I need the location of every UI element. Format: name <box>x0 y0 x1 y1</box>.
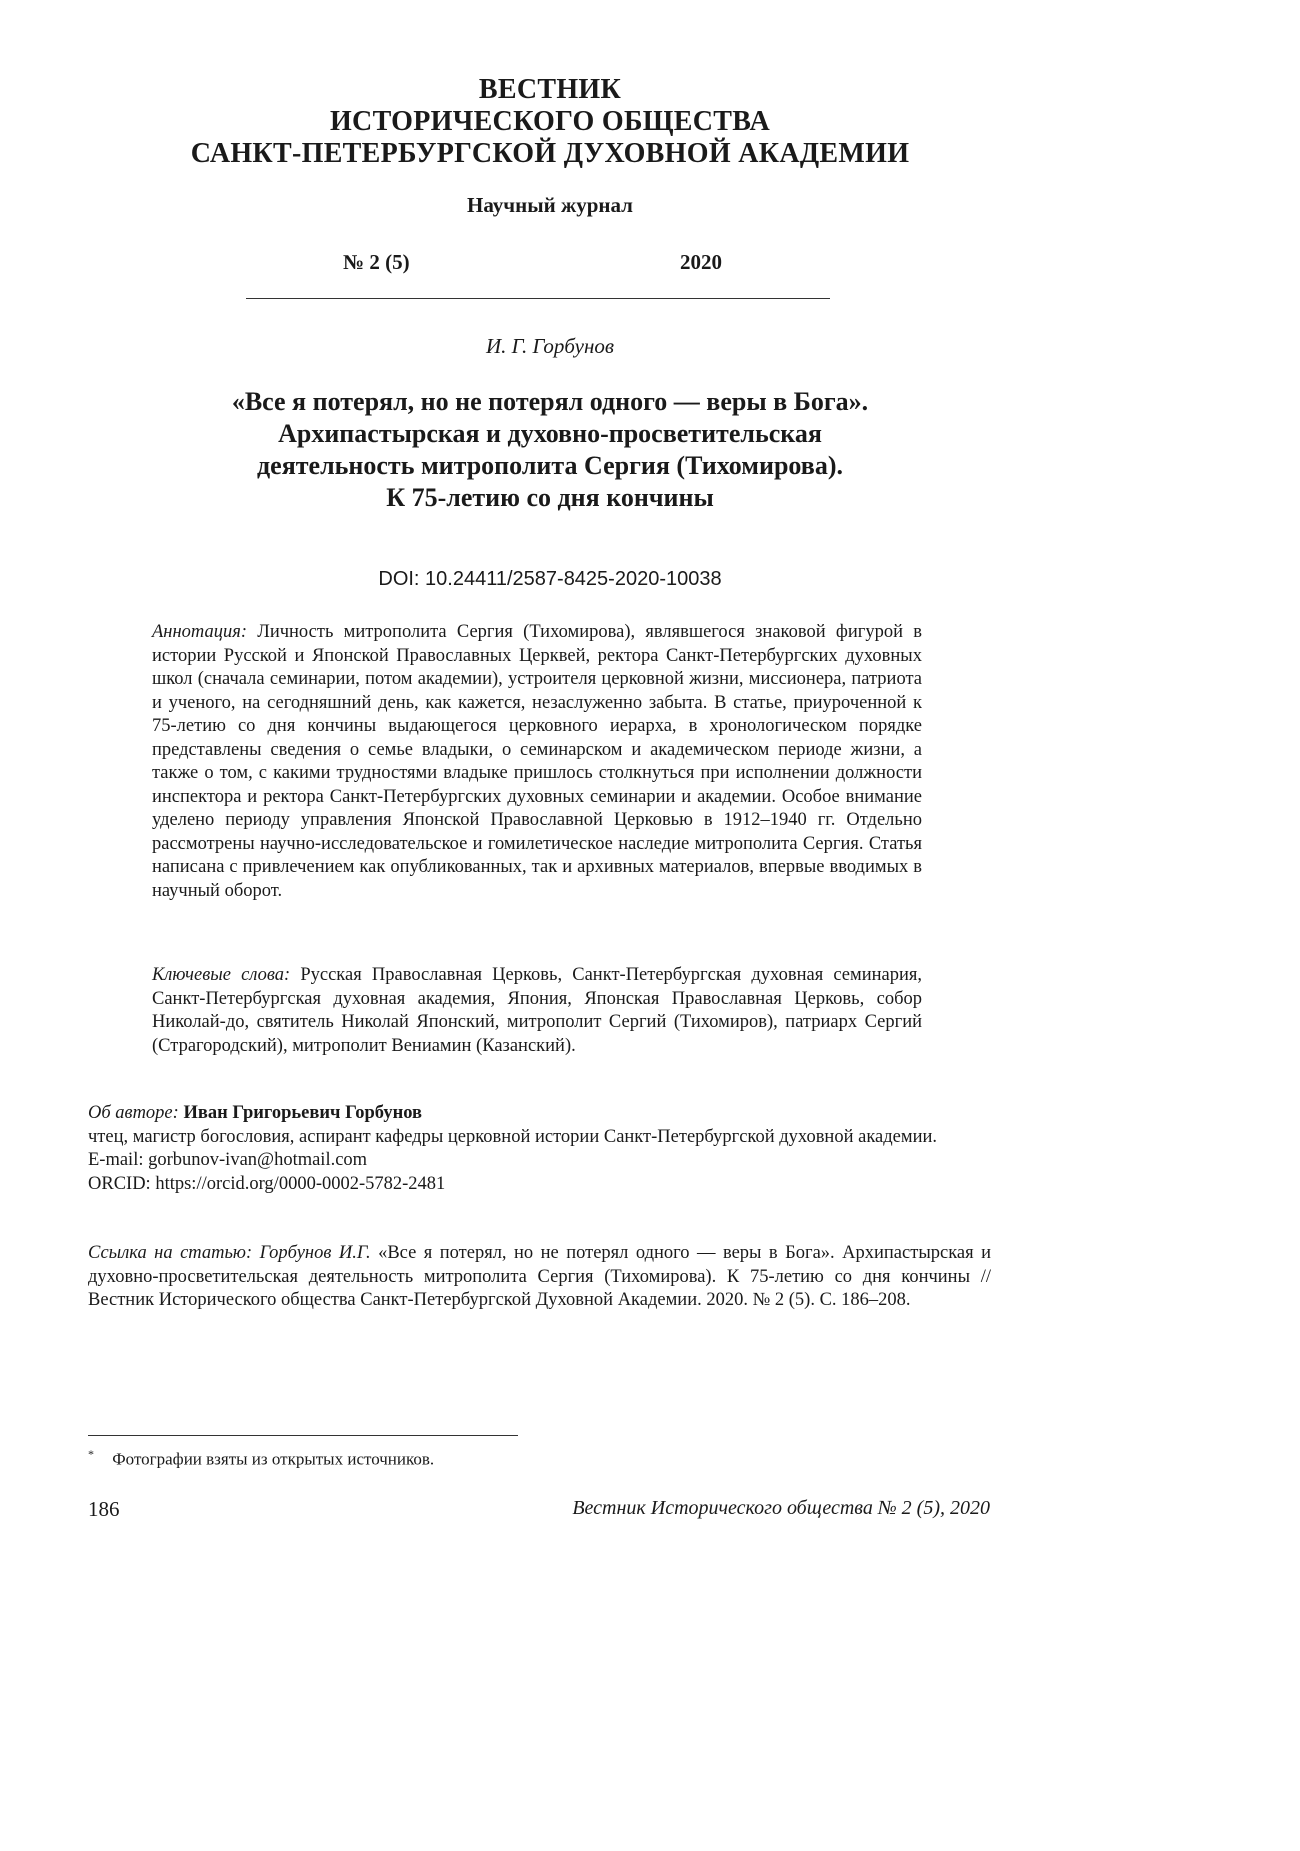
footnote-divider <box>88 1435 518 1436</box>
keywords <box>152 964 922 1058</box>
issue-year: 2020 <box>680 250 722 274</box>
journal-title <box>0 74 1100 170</box>
article-title-line: деятельность митрополита Сергия (Тихомирова). <box>257 451 843 480</box>
about-author-label: Об авторе: <box>88 1103 179 1123</box>
footnote-text: Фотографии взяты из открытых источников. <box>112 1449 435 1469</box>
footnote <box>88 1447 434 1470</box>
abstract-text: Личность митрополита Сергия (Тихомирова), являвшегося знаковой фигурой в истории Русской и Японской Православных Церквей, ректора Санкт-Петербургских духовных школ (сначала семинарии, потом академии), устроителя церковной жизни, миссионера, патриота и ученого, на сегодняшний день, как кажется, незаслуженно забыта. В статье, приуроченной к 75-летию со дня кончины выдающегося церковного иерарха, в хронологическом порядке представлены сведения о семье владыки, о семинарском и академическом периоде жизни, а также о том, с какими трудностями владыке пришлось столкнуться при исполнении должности инспектора и ректора Санкт-Петербургских духовных семинарии и академии. Особое внимание уделено периоду управления Японской Православной Церковью в 1912–1940 гг. Отдельно рассмотрены научно-исследовательское и гомилетическое наследие митрополита Сергия. Статья написана с привлечением как опубликованных, так и архивных материалов, впервые вводимых в научный оборот. <box>152 622 922 901</box>
citation-author: Горбунов И.Г. <box>259 1243 371 1263</box>
keywords-text: Русская Православная Церковь, Санкт-Петербургская духовная семинария, Санкт-Петербургская духовная академия, Япония, Японская Православная Церковь, собор Николай-до, святитель Николай Японский, митрополит Сергий (Тихомиров), патриарх Сергий (Страгородский), митрополит Вениамин (Казанский). <box>152 965 923 1056</box>
journal-title-line: ВЕСТНИК <box>478 74 622 105</box>
issue-number: № 2 (5) <box>343 250 410 274</box>
running-title: Вестник Исторического общества № 2 (5), 2020 <box>572 1497 990 1519</box>
article-author: И. Г. Горбунов <box>485 334 615 358</box>
footnote-mark: * <box>88 1447 94 1461</box>
author-email[interactable]: E-mail: gorbunov-ivan@hotmail.com <box>88 1150 368 1170</box>
journal-subtitle: Научный журнал <box>467 193 633 217</box>
abstract <box>152 621 922 903</box>
about-author-name: Иван Григорьевич Горбунов <box>183 1103 423 1123</box>
keywords-label: Ключевые слова: <box>152 965 291 985</box>
journal-title-line: ИСТОРИЧЕСКОГО ОБЩЕСТВА <box>329 106 771 137</box>
citation <box>88 1242 991 1313</box>
abstract-label: Аннотация: <box>152 622 248 642</box>
article-title-line: К 75-летию со дня кончины <box>386 483 714 512</box>
about-author <box>88 1102 991 1196</box>
header-divider <box>246 298 830 299</box>
journal-title-line: САНКТ-ПЕТЕРБУРГСКОЙ ДУХОВНОЙ АКАДЕМИИ <box>190 138 910 169</box>
article-title-line: «Все я потерял, но не потерял одного — веры в Бога». <box>231 387 869 416</box>
page-number: 186 <box>88 1497 120 1521</box>
about-author-heading <box>88 1102 991 1126</box>
article-title-line: Архипастырская и духовно-просветительская <box>278 419 822 448</box>
citation-text: «Все я потерял, но не потерял одного — веры в Бога». Архипастырская и духовно-просветительская деятельность митрополита Сергия (Тихомирова). К 75-летию со дня кончины // Вестник Исторического общества Санкт-Петербургской Духовной Академии. 2020. № 2 (5). С. 186–208. <box>88 1243 991 1310</box>
about-author-position: чтец, магистр богословия, аспирант кафедры церковной истории Санкт-Петербургской духовной академии. <box>88 1126 937 1147</box>
article-title <box>100 386 1000 514</box>
citation-label: Ссылка на статью: <box>88 1243 253 1263</box>
doi[interactable]: DOI: 10.24411/2587-8425-2020-10038 <box>378 568 722 590</box>
author-orcid[interactable]: ORCID: https://orcid.org/0000-0002-5782-2481 <box>88 1173 446 1194</box>
